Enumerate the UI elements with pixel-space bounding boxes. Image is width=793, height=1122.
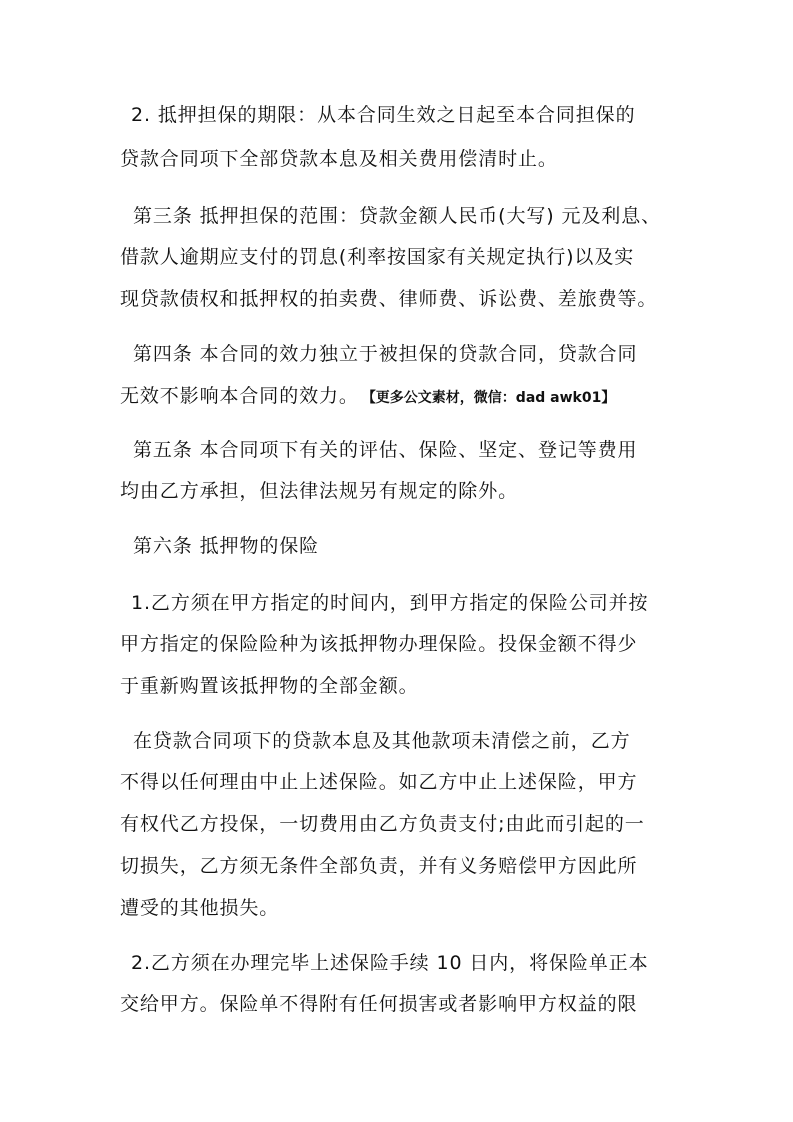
text-line: 切损失，乙方须无条件全部负责，并有义务赔偿甲方因此所: [120, 855, 638, 877]
text-line-with-note: [0, 383, 793, 409]
text-line: 遭受的其他损失。: [120, 897, 280, 919]
promo-note: 【更多公文素材，微信：dad awk01】: [368, 390, 616, 406]
text-line: 现贷款债权和抵押权的拍卖费、律师费、诉讼费、差旅费等。: [120, 288, 658, 310]
text-line: 第三条 抵押担保的范围：贷款金额人民币(大写) 元及利息、: [133, 205, 662, 227]
text-line: 借款人逾期应支付的罚息(利率按国家有关规定执行)以及实: [120, 246, 635, 268]
text-line: 2.乙方须在办理完毕上述保险手续 10 日内，将保险单正本: [131, 952, 649, 974]
text-line: 不得以任何理由中止上述保险。如乙方中止上述保险，甲方: [120, 771, 638, 793]
text-line: 甲方指定的保险险种为该抵押物办理保险。投保金额不得少: [120, 633, 638, 655]
text-line: 2. 抵押担保的期限：从本合同生效之日起至本合同担保的: [131, 104, 636, 126]
text-line: 有权代乙方投保，一切费用由乙方负责支付;由此而引起的一: [120, 813, 645, 835]
text-line: 均由乙方承担，但法律法规另有规定的除外。: [120, 480, 519, 502]
text-line: 第四条 本合同的效力独立于被担保的贷款合同，贷款合同: [133, 343, 638, 365]
section-heading: 第六条 抵押物的保险: [133, 535, 320, 557]
text-fragment: 无效不影响本合同的效力。: [120, 385, 359, 407]
text-line: 于重新购置该抵押物的全部金额。: [120, 675, 419, 697]
text-line: 交给甲方。保险单不得附有任何损害或者影响甲方权益的限: [120, 993, 638, 1015]
text-line: 第五条 本合同项下有关的评估、保险、坚定、登记等费用: [133, 439, 638, 461]
text-line: 1.乙方须在甲方指定的时间内，到甲方指定的保险公司并按: [131, 592, 649, 614]
text-line: 贷款合同项下全部贷款本息及相关费用偿清时止。: [120, 148, 558, 170]
text-line: 在贷款合同项下的贷款本息及其他款项未清偿之前，乙方: [133, 730, 631, 752]
